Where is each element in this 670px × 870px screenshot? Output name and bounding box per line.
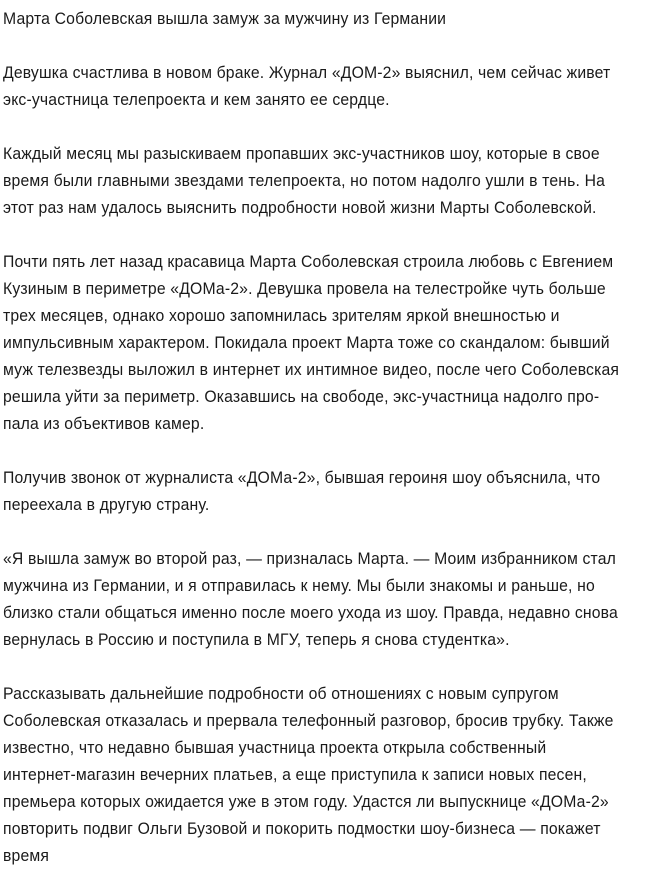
text-line: пала из объективов камер.	[3, 415, 205, 433]
text-line: решила уйти за периметр. Оказавшись на свободе, экс-участница надолго про-	[3, 388, 600, 406]
page-title	[3, 6, 666, 33]
body-paragraph	[3, 681, 666, 870]
text-line: Соболевская отказалась и прервала телефонный разговор, бросив трубку. Также	[3, 712, 614, 730]
text-line: «Я вышла замуж во второй раз, — призналась Марта. — Моим избранником стал	[3, 550, 617, 568]
text-line: повторить подвиг Ольги Бузовой и покорить подмостки шоу-бизнеса — покажет	[3, 820, 601, 838]
body-paragraph	[3, 141, 666, 222]
text-line: Каждый месяц мы разыскиваем пропавших экс-участников шоу, которые в свое	[3, 145, 600, 163]
lead-paragraph	[3, 60, 666, 114]
text-line: экс-участница телепроекта и кем занято ее сердце.	[3, 91, 390, 109]
body-paragraph	[3, 249, 666, 438]
text-line: Марта Соболевская вышла замуж за мужчину из Германии	[3, 10, 447, 28]
text-line: Кузиным в периметре «ДОМа-2». Девушка провела на телестройке чуть больше	[3, 280, 606, 298]
text-line: Рассказывать дальнейшие подробности об отношениях с новым супругом	[3, 685, 559, 703]
quote-paragraph	[3, 546, 666, 654]
text-line: время	[3, 847, 50, 865]
text-line: интернет-магазин вечерних платьев, а еще приступила к записи новых песен,	[3, 766, 587, 784]
text-line: муж телезвезды выложил в интернет их интимное видео, после чего Соболевская	[3, 361, 620, 379]
text-line: близко стали общаться именно после моего ухода из шоу. Правда, недавно снова	[3, 604, 618, 622]
text-line: известно, что недавно бывшая участница проекта открыла собственный	[3, 739, 547, 757]
text-line: Девушка счастлива в новом браке. Журнал «ДОМ-2» выяснил, чем сейчас живет	[3, 64, 611, 82]
text-line: импульсивным характером. Покидала проект Марта тоже со скандалом: бывший	[3, 334, 610, 352]
text-line: вернулась в Россию и поступила в МГУ, теперь я снова студентка».	[3, 631, 510, 649]
text-line: переехала в другую страну.	[3, 496, 210, 514]
text-line: Получив звонок от журналиста «ДОМа-2», бывшая героиня шоу объяснила, что	[3, 469, 601, 487]
text-line: время были главными звездами телепроекта, но потом надолго ушли в тень. На	[3, 172, 606, 190]
body-paragraph	[3, 465, 666, 519]
text-line: мужчина из Германии, и я отправилась к нему. Мы были знакомы и раньше, но	[3, 577, 595, 595]
text-line: этот раз нам удалось выяснить подробности новой жизни Марты Соболевской.	[3, 199, 597, 217]
text-line: трех месяцев, однако хорошо запомнилась зрителям яркой внешностью и	[3, 307, 560, 325]
text-line: Почти пять лет назад красавица Марта Соболевская строила любовь с Евгением	[3, 253, 614, 271]
text-line: премьера которых ожидается уже в этом году. Удастся ли выпускнице «ДОМа-2»	[3, 793, 609, 811]
